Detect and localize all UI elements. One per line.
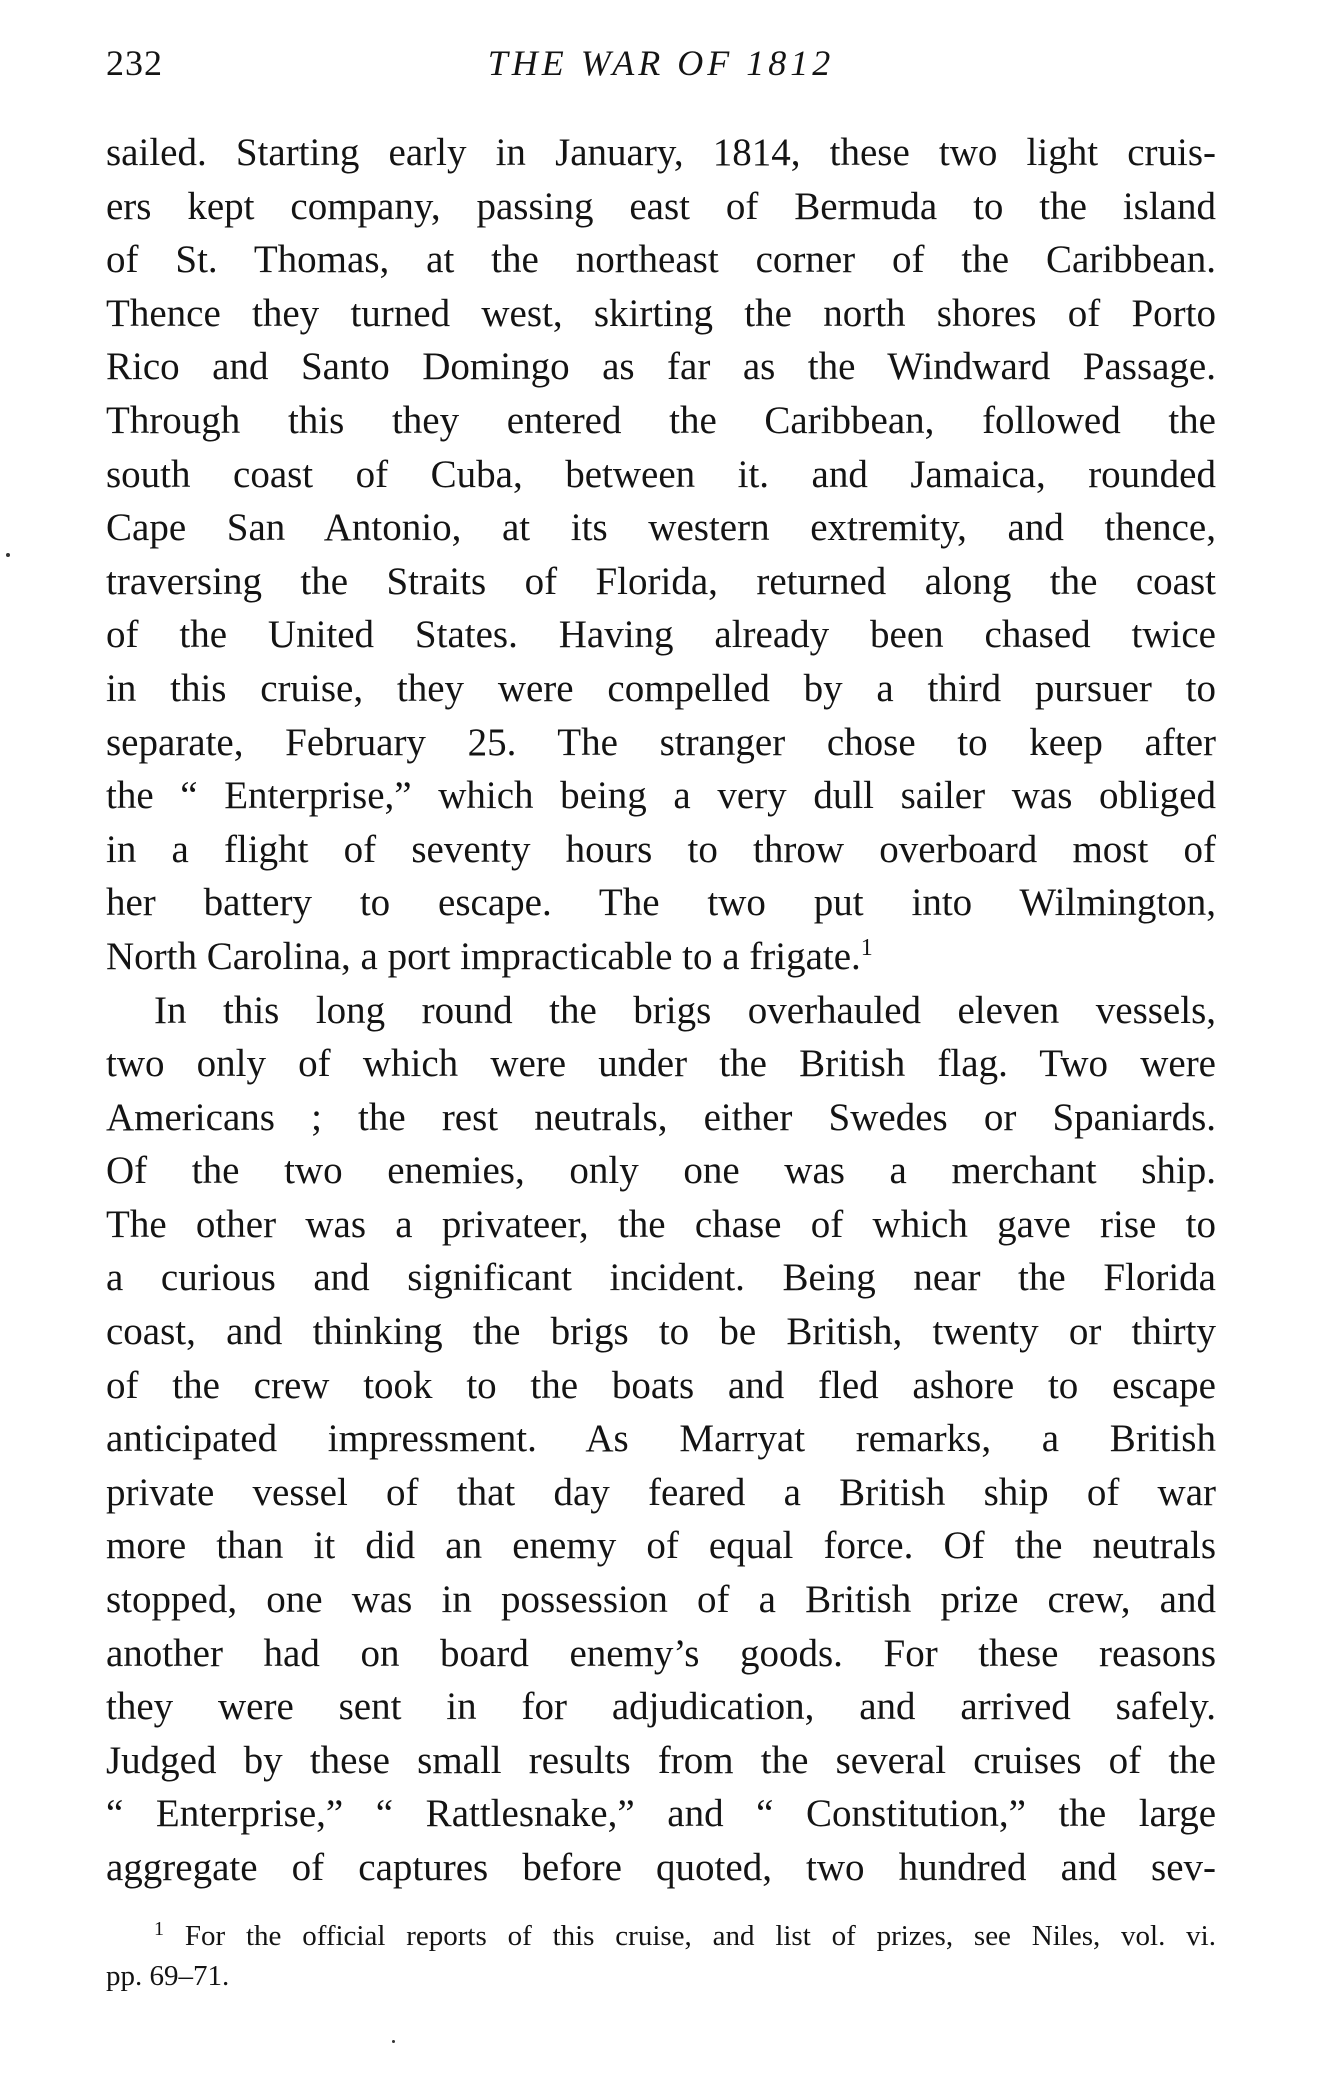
text-line-content: North Carolina, a port impracticable to a frigate.	[106, 934, 861, 978]
page-header	[106, 42, 1216, 92]
text-line: Of the two enemies, only one was a merchant ship.	[106, 1149, 1216, 1193]
text-line: south coast of Cuba, between it. and Jamaica, rounded	[106, 452, 1216, 496]
text-line: a curious and significant incident. Being near the Florida	[106, 1256, 1216, 1300]
text-line: her battery to escape. The two put into Wilmington,	[106, 881, 1216, 925]
footnote-marker: 1	[154, 1918, 164, 1940]
text-line: coast, and thinking the brigs to be British, twenty or thirty	[106, 1310, 1216, 1354]
footnote-reference[interactable]: 1	[860, 934, 873, 961]
text-line: two only of which were under the British flag. Two were	[106, 1042, 1216, 1086]
ink-speck-dot	[6, 553, 10, 557]
page-number: 232	[106, 43, 163, 83]
text-line-paragraph-end	[106, 930, 1216, 984]
text-line: ers kept company, passing east of Bermuda to the island	[106, 184, 1216, 228]
text-line: separate, February 25. The stranger chose to keep after	[106, 720, 1216, 764]
text-line: of St. Thomas, at the northeast corner of the Caribbean.	[106, 238, 1216, 282]
text-line: Americans ; the rest neutrals, either Swedes or Spaniards.	[106, 1095, 1216, 1139]
text-line: more than it did an enemy of equal force. Of the neutrals	[106, 1524, 1216, 1568]
text-line: they were sent in for adjudication, and arrived safely.	[106, 1685, 1216, 1729]
footnote-text: For the official reports of this cruise, and list of prizes, see Niles, vol. vi.	[184, 1920, 1216, 1952]
text-line: another had on board enemy’s goods. For these reasons	[106, 1631, 1216, 1675]
running-title: THE WAR OF 1812	[487, 43, 835, 83]
text-line: of the crew took to the boats and fled ashore to escape	[106, 1363, 1216, 1407]
text-line: “ Enterprise,” “ Rattlesnake,” and “ Constitution,” the large	[106, 1792, 1216, 1836]
text-line: in a flight of seventy hours to throw overboard most of	[106, 827, 1216, 871]
text-line: private vessel of that day feared a British ship of war	[106, 1470, 1216, 1514]
text-line: Cape San Antonio, at its western extremity, and thence,	[106, 506, 1216, 550]
text-line: Through this they entered the Caribbean, followed the	[106, 398, 1216, 442]
footnote	[106, 1916, 1216, 1996]
text-line: stopped, one was in possession of a British prize crew, and	[106, 1578, 1216, 1622]
text-line-paragraph-start: In this long round the brigs overhauled eleven vessels,	[154, 988, 1216, 1032]
text-line: of the United States. Having already been chased twice	[106, 613, 1216, 657]
footnote-line	[106, 1916, 1216, 1956]
text-line: Thence they turned west, skirting the north shores of Porto	[106, 291, 1216, 335]
ink-speck-dot	[392, 2040, 395, 2043]
footnote-line-end: pp. 69–71.	[106, 1960, 230, 1992]
text-line: sailed. Starting early in January, 1814, these two light cruis-	[106, 131, 1216, 174]
text-line: anticipated impressment. As Marryat remarks, a British	[106, 1417, 1216, 1461]
text-line: traversing the Straits of Florida, returned along the coast	[106, 559, 1216, 603]
text-line: Rico and Santo Domingo as far as the Windward Passage.	[106, 345, 1216, 389]
text-line: The other was a privateer, the chase of which gave rise to	[106, 1202, 1216, 1246]
text-line: in this cruise, they were compelled by a third pursuer to	[106, 666, 1216, 710]
body-text	[106, 126, 1216, 1895]
text-line: aggregate of captures before quoted, two hundred and sev-	[106, 1846, 1216, 1889]
text-line: Judged by these small results from the several cruises of the	[106, 1738, 1216, 1782]
text-line: the “ Enterprise,” which being a very dull sailer was obliged	[106, 774, 1216, 818]
